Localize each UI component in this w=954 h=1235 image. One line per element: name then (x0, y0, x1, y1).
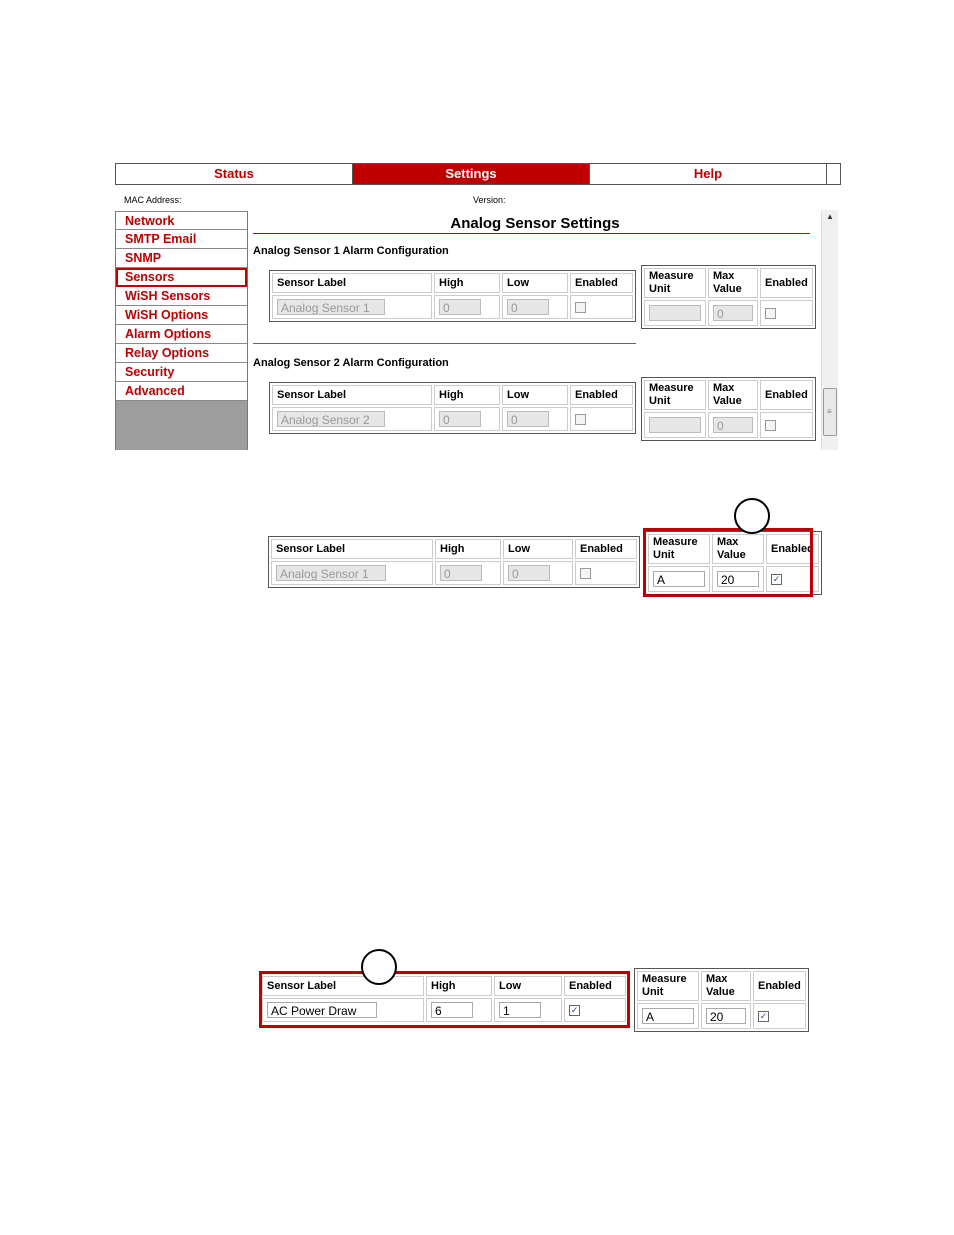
sidebar-item-security[interactable]: Security (116, 363, 247, 382)
sensor2-high-input[interactable]: 0 (439, 411, 481, 427)
sensor1-max-input[interactable]: 0 (713, 305, 753, 321)
example2-measure-enabled-checkbox[interactable] (758, 1011, 769, 1022)
example2-max-cell (701, 1003, 751, 1029)
sensor1-high-cell (434, 295, 500, 319)
col-measure-line2: Unit (653, 549, 675, 561)
sidebar-item-network[interactable]: Network (116, 211, 247, 230)
sensor2-unit-input[interactable] (649, 417, 701, 433)
col-enabled: Enabled (760, 380, 813, 410)
col-measure-line2: Unit (649, 395, 671, 407)
col-measure-unit (644, 268, 706, 298)
example2-label-input[interactable]: AC Power Draw (267, 1002, 377, 1018)
sidebar-item-smtp-email[interactable]: SMTP Email (116, 230, 247, 249)
sensor1-measure-enabled-checkbox[interactable] (765, 308, 776, 319)
callout-circle-2 (361, 949, 397, 985)
sensor2-label-input[interactable]: Analog Sensor 2 (277, 411, 385, 427)
highlight-box-measure (643, 528, 813, 597)
sensor1-high-input[interactable]: 0 (439, 299, 481, 315)
tab-status[interactable]: Status (116, 164, 353, 184)
sensor2-unit-cell (644, 412, 706, 438)
sensor1-enabled-checkbox[interactable] (575, 302, 586, 313)
sidebar (115, 211, 248, 450)
sensor2-measure-table (641, 377, 816, 441)
col-measure-line1: Measure (642, 973, 687, 985)
sensor2-measure-enabled-cell (760, 412, 813, 438)
example1-unit-input[interactable]: A (653, 571, 705, 587)
col-enabled: Enabled (766, 534, 819, 564)
col-sensor-label: Sensor Label (272, 273, 432, 293)
col-max-line1: Max (706, 973, 728, 985)
col-measure-line1: Measure (653, 536, 698, 548)
highlight-box-alarm (259, 971, 630, 1028)
col-sensor-label: Sensor Label (272, 385, 432, 405)
title-divider (253, 233, 810, 234)
col-measure-line2: Unit (649, 283, 671, 295)
check-icon: ✓ (570, 1004, 579, 1015)
example1-max-input[interactable]: 20 (717, 571, 759, 587)
col-sensor-label: Sensor Label (262, 976, 424, 996)
sensor2-max-cell (708, 412, 758, 438)
example1-high-cell (435, 561, 501, 585)
check-icon: ✓ (759, 1010, 768, 1021)
col-max-value (708, 380, 758, 410)
scrollbar[interactable] (821, 210, 838, 450)
sensor1-unit-cell (644, 300, 706, 326)
sidebar-item-advanced[interactable]: Advanced (116, 382, 247, 401)
example1-enabled-cell (575, 561, 637, 585)
sidebar-item-relay-options[interactable]: Relay Options (116, 344, 247, 363)
col-max-line2: Value (717, 549, 746, 561)
col-low: Low (494, 976, 562, 996)
example1-low-input[interactable]: 0 (508, 565, 550, 581)
col-max-line1: Max (717, 536, 739, 548)
sidebar-item-wish-options[interactable]: WiSH Options (116, 306, 247, 325)
sensor1-label-input[interactable]: Analog Sensor 1 (277, 299, 385, 315)
col-high: High (426, 976, 492, 996)
col-max-value (708, 268, 758, 298)
col-enabled: Enabled (753, 971, 806, 1001)
example1-enabled-checkbox[interactable] (580, 568, 591, 579)
example1-high-input[interactable]: 0 (440, 565, 482, 581)
example1-label-input[interactable]: Analog Sensor 1 (276, 565, 386, 581)
example2-measure-table (634, 968, 809, 1032)
col-high: High (434, 385, 500, 405)
example2-measure-enabled-cell (753, 1003, 806, 1029)
col-enabled: Enabled (760, 268, 813, 298)
sensor2-enabled-cell (570, 407, 633, 431)
top-nav (115, 163, 841, 185)
sidebar-item-wish-sensors[interactable]: WiSH Sensors (116, 287, 247, 306)
sensor2-label-cell (272, 407, 432, 431)
col-max-line2: Value (713, 283, 742, 295)
col-max-line1: Max (713, 270, 735, 282)
col-measure-line1: Measure (649, 270, 694, 282)
grip-icon: ≡ (827, 407, 832, 416)
col-enabled: Enabled (570, 385, 633, 405)
col-enabled: Enabled (575, 539, 637, 559)
col-measure-unit (637, 971, 699, 1001)
col-max-line2: Value (713, 395, 742, 407)
scrollbar-thumb[interactable] (823, 388, 837, 436)
col-low: Low (502, 385, 568, 405)
col-max-line1: Max (713, 382, 735, 394)
sensor1-label-cell (272, 295, 432, 319)
tab-help[interactable]: Help (590, 164, 827, 184)
col-low: Low (502, 273, 568, 293)
example2-unit-input[interactable]: A (642, 1008, 694, 1024)
col-measure-line1: Measure (649, 382, 694, 394)
col-enabled: Enabled (570, 273, 633, 293)
sensor2-measure-enabled-checkbox[interactable] (765, 420, 776, 431)
sensor2-enabled-checkbox[interactable] (575, 414, 586, 425)
page-title: Analog Sensor Settings (450, 215, 620, 232)
scroll-up-icon[interactable]: ▲ (826, 212, 834, 221)
tab-settings[interactable]: Settings (353, 164, 590, 184)
sensor1-low-input[interactable]: 0 (507, 299, 549, 315)
col-high: High (434, 273, 500, 293)
col-sensor-label: Sensor Label (271, 539, 433, 559)
sensor1-enabled-cell (570, 295, 633, 319)
col-high: High (435, 539, 501, 559)
sidebar-item-alarm-options[interactable]: Alarm Options (116, 325, 247, 344)
sensor1-unit-input[interactable] (649, 305, 701, 321)
col-max-value (701, 971, 751, 1001)
example1-low-cell (503, 561, 573, 585)
example2-max-input[interactable]: 20 (706, 1008, 746, 1024)
sensor1-header: Analog Sensor 1 Alarm Configuration (253, 245, 449, 257)
col-measure-line2: Unit (642, 986, 664, 998)
mac-address-label: MAC Address: (124, 195, 182, 205)
col-max-line2: Value (706, 986, 735, 998)
sensor2-alarm-table (269, 382, 636, 434)
example2-unit-cell (637, 1003, 699, 1029)
sensor1-measure-table (641, 265, 816, 329)
sidebar-item-snmp[interactable]: SNMP (116, 249, 247, 268)
sensor2-low-input[interactable]: 0 (507, 411, 549, 427)
section-divider (253, 343, 636, 344)
sensor1-measure-enabled-cell (760, 300, 813, 326)
sensor1-max-cell (708, 300, 758, 326)
col-low: Low (503, 539, 573, 559)
example2-low-input[interactable]: 1 (499, 1002, 541, 1018)
sensor2-max-input[interactable]: 0 (713, 417, 753, 433)
example1-label-cell (271, 561, 433, 585)
sensor1-alarm-table (269, 270, 636, 322)
callout-circle-1 (734, 498, 770, 534)
check-icon: ✓ (772, 573, 781, 584)
sensor1-low-cell (502, 295, 568, 319)
sensor2-header: Analog Sensor 2 Alarm Configuration (253, 357, 449, 369)
sensor2-high-cell (434, 407, 500, 431)
version-label: Version: (473, 195, 506, 205)
tab-spacer (827, 164, 840, 184)
example2-high-input[interactable]: 6 (431, 1002, 473, 1018)
sidebar-item-sensors[interactable]: Sensors (116, 268, 247, 287)
col-measure-unit (644, 380, 706, 410)
sensor2-low-cell (502, 407, 568, 431)
col-enabled: Enabled (564, 976, 626, 996)
example1-alarm-table (268, 536, 640, 588)
